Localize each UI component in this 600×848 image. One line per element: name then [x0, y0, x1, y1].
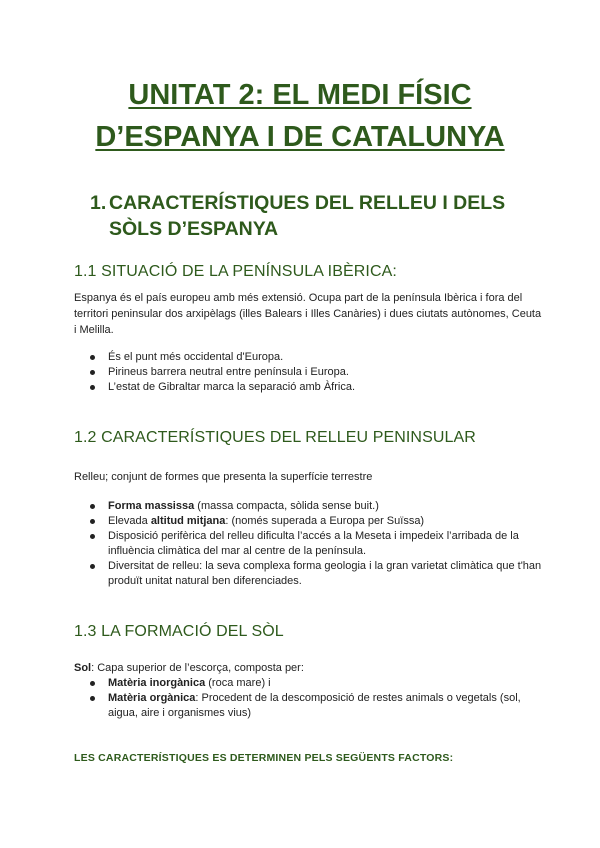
list-item-text: Elevada: [108, 515, 151, 527]
section-1-1-heading: 1.1 SITUACIÓ DE LA PENÍNSULA IBÈRICA:: [74, 263, 397, 280]
bold-term: Sol: [74, 662, 92, 674]
section-1-title: CARACTERÍSTIQUES DEL RELLEU I DELS SÒLS D’ESPANYA: [109, 192, 506, 240]
section-1-3-intro: [74, 660, 544, 676]
list-item-text: (roca mare) i: [205, 677, 271, 689]
list-item-text: : (només superada a Europa per Suïssa): [225, 515, 425, 527]
section-1-3-bullets: [74, 676, 544, 721]
list-item-text: : Procedent de la descomposició de restes animals o vegetals (sol, aigua, aire i organismes vius): [108, 692, 521, 719]
paragraph-text: : Capa superior de l’escorça, composta per:: [91, 662, 304, 674]
section-1-2-bullets: [74, 499, 544, 589]
section-1-1-paragraph: Espanya és el país europeu amb més extensió. Ocupa part de la península Ibèrica i fora del territori peninsular dos arxipèlags (illes Balears i Illes Canàries) i dues ciutats autònomes, Ceuta i Melilla.: [74, 292, 542, 336]
section-1-1-bullets: [74, 350, 544, 395]
bold-term: Matèria orgànica: [108, 692, 196, 704]
list-item: És el punt més occidental d'Europa.: [74, 350, 544, 365]
factors-heading: LES CARACTERÍSTIQUES ES DETERMINEN PELS SEGÜENTS FACTORS:: [74, 752, 454, 764]
list-item: [74, 499, 544, 514]
title-line-1: UNITAT 2: EL MEDI FÍSIC: [128, 79, 472, 111]
bold-term: Matèria inorgànica: [108, 677, 206, 689]
list-item: L’estat de Gibraltar marca la separació amb Àfrica.: [74, 380, 544, 395]
list-item: Disposició perifèrica del relleu dificulta l’accés a la Meseta i impedeix l’arribada de la influència climàtica del mar al centre de la península.: [74, 529, 544, 559]
list-item: Diversitat de relleu: la seva complexa forma geologia i la gran varietat climàtica que t'han produït unitat natural ben diferenciades.: [74, 559, 544, 589]
section-1-heading: [90, 190, 560, 242]
section-1-3-heading: 1.3 LA FORMACIÓ DEL SÒL: [74, 623, 284, 640]
list-item: Pirineus barrera neutral entre península i Europa.: [74, 365, 544, 380]
list-item: [74, 514, 544, 529]
bold-term: altitud mitjana: [150, 515, 226, 527]
list-item: [74, 691, 544, 721]
document-title: [40, 74, 560, 158]
title-line-2: D’ESPANYA I DE CATALUNYA: [95, 121, 505, 153]
list-item-text: (massa compacta, sòlida sense buit.): [194, 500, 379, 512]
section-1-number: 1.: [90, 192, 107, 214]
section-1-2-heading: 1.2 CARACTERÍSTIQUES DEL RELLEU PENINSULAR: [74, 429, 476, 446]
section-1-2-intro: Relleu; conjunt de formes que presenta la superfície terrestre: [74, 471, 373, 483]
bold-term: Forma massissa: [108, 500, 195, 512]
list-item: [74, 676, 544, 691]
